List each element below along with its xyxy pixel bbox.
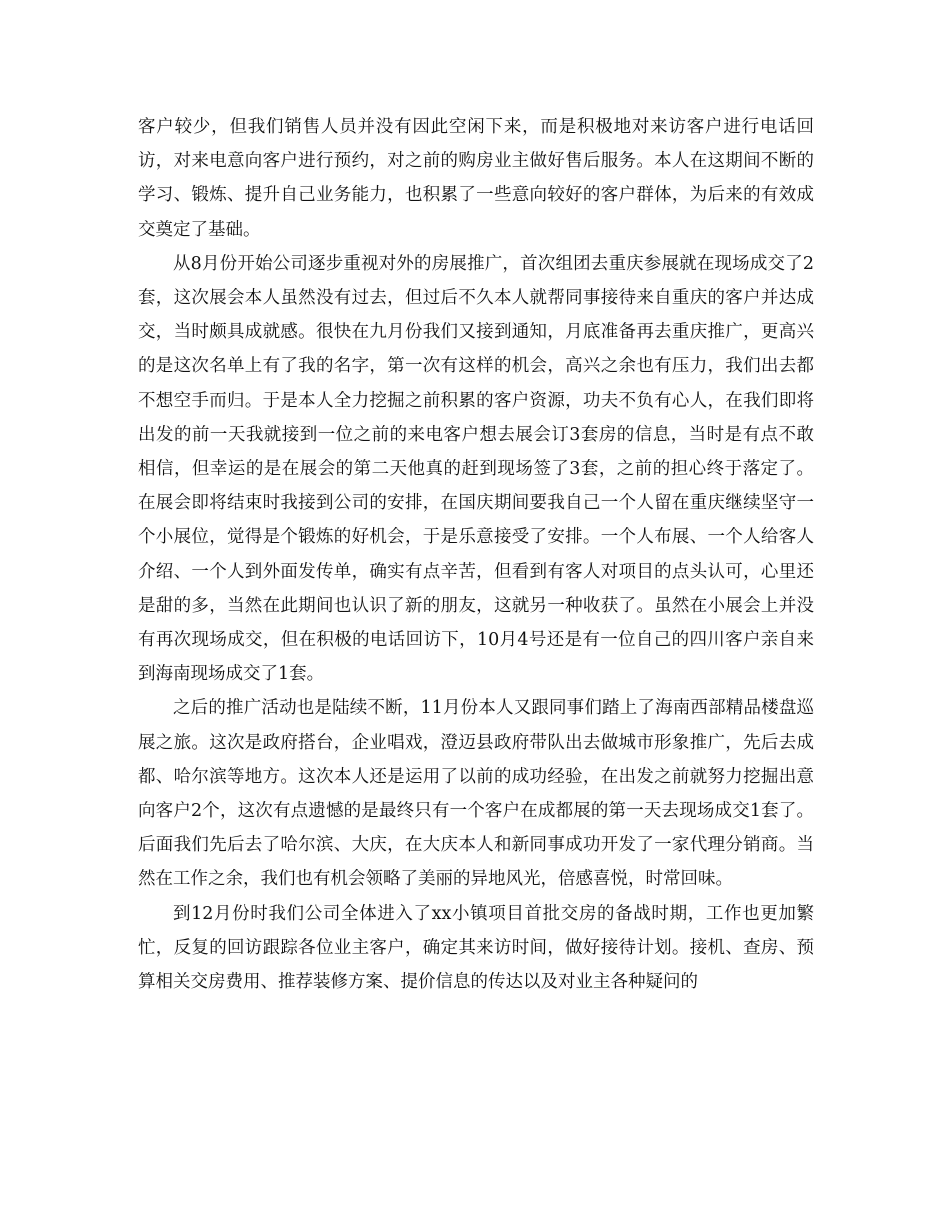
paragraph-1: 客户较少，但我们销售人员并没有因此空闲下来，而是积极地对来访客户进行电话回访，对来电意向客户进行预约，对之前的购房业主做好售后服务。本人在这期间不断的学习、锻炼、提升自己业务能力，也积累了一些意向较好的客户群体，为后来的有效成交奠定了基础。 [138,117,814,240]
paragraph-2: 从8月份开始公司逐步重视对外的房展推广，首次组团去重庆参展就在现场成交了2套，这次展会本人虽然没有过去，但过后不久本人就帮同事接待来自重庆的客户并达成交，当时颇具成就感。很快在九月份我们又接到通知，月底准备再去重庆推广，更高兴的是这次名单上有了我的名字，第一次有这样的机会，高兴之余也有压力，我们出去都不想空手而归。于是本人全力挖掘之前积累的客户资源，功夫不负有心人，在我们即将出发的前一天我就接到一位之前的来电客户想去展会订3套房的信息，当时是有点不敢相信，但幸运的是在展会的第二天他真的赶到现场签了3套，之前的担心终于落定了。在展会即将结束时我接到公司的安排，在国庆期间要我自己一个人留在重庆继续坚守一个小展位，觉得是个锻炼的好机会，于是乐意接受了安排。一个人布展、一个人给客人介绍、一个人到外面发传单，确实有点辛苦，但看到有客人对项目的点头认可，心里还是甜的多，当然在此期间也认识了新的朋友，这就另一种收获了。虽然在小展会上并没有再次现场成交，但在积极的电话回访下，10月4号还是有一位自己的四川客户亲自来到海南现场成交了1套。 [138,253,814,685]
document-body [138,110,814,999]
paragraph-3: 之后的推广活动也是陆续不断，11月份本人又跟同事们踏上了海南西部精品楼盘巡展之旅。这次是政府搭台，企业唱戏，澄迈县政府带队出去做城市形象推广，先后去成都、哈尔滨等地方。这次本人还是运用了以前的成功经验，在出发之前就努力挖掘出意向客户2个，这次有点遗憾的是最终只有一个客户在成都展的第一天去现场成交1套了。后面我们先后去了哈尔滨、大庆，在大庆本人和新同事成功开发了一家代理分销商。当然在工作之余，我们也有机会领略了美丽的异地风光，倍感喜悦，时常回味。 [138,698,814,890]
paragraph-4: 到12月份时我们公司全体进入了xx小镇项目首批交房的备战时期，工作也更加繁忙，反复的回访跟踪各位业主客户，确定其来访时间，做好接待计划。接机、查房、预算相关交房费用、推荐装修方案、提价信息的传达以及对业主各种疑问的 [138,903,814,993]
